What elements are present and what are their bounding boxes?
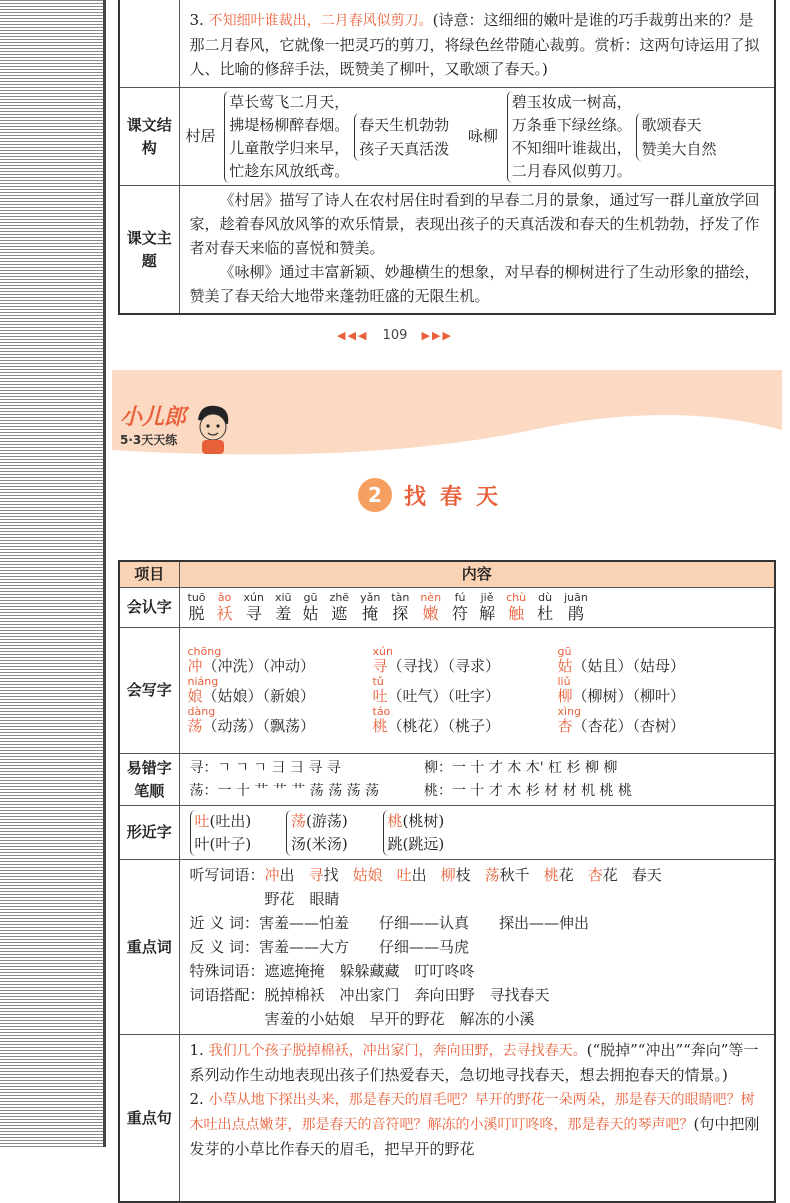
dictation-word: 冲出: [264, 866, 295, 884]
similar-group-1: 吐(吐出) 叶(叶子): [190, 810, 252, 856]
write-char: dàng 荡（动荡）（飘荡）: [187, 704, 316, 735]
recognize-char: jiě 解: [479, 591, 496, 623]
write-char: chōng 冲（冲洗）（冲动）: [187, 644, 316, 675]
similar-group-2: 荡(游荡) 汤(米汤): [286, 810, 348, 856]
page-edge-line: [103, 0, 106, 1147]
stroke-tao: 桃：一 十 才 木 杉 材 材 机 桃 桃: [423, 782, 633, 799]
write-row: [119, 628, 775, 754]
table-header-row: [119, 561, 775, 588]
poem2-lines: 碧玉妆成一树高， 万条垂下绿丝绦。 不知细叶谁裁出， 二月春风似剪刀。: [507, 91, 632, 183]
recognize-char: gū 姑: [302, 591, 319, 623]
recognize-char: yǎn 掩: [360, 591, 381, 623]
recognize-char: tàn 探: [391, 591, 410, 623]
keywords-label: 重点词: [119, 860, 179, 1035]
brand-title: 小儿郎: [120, 405, 187, 430]
write-char: niáng 娘（姑娘）（新娘）: [187, 674, 316, 705]
boy-mascot-icon: [192, 402, 234, 454]
collocation-line-2: 害羞的小姑娘 早开的野花 解冻的小溪: [264, 1010, 535, 1028]
write-char: xún 寻（寻找）（寻求）: [372, 644, 501, 675]
lesson-table: [118, 560, 776, 1203]
write-char: tǔ 吐（吐气）（吐字）: [372, 674, 501, 705]
recognize-char: juān 鹃: [564, 591, 588, 623]
page-edge-stripe: [0, 0, 103, 1147]
similar-label: 形近字: [119, 806, 179, 860]
poem2-name: 咏柳: [467, 127, 498, 145]
recognize-char: chù 触: [506, 591, 527, 623]
prev-arrows-icon: ◀◀◀: [337, 329, 369, 342]
page-number-bar: [0, 328, 790, 343]
header-item: 项目: [119, 561, 179, 588]
dictation-word: 柳枝: [440, 866, 471, 884]
sentences-label: 重点句: [119, 1035, 179, 1203]
sentence-2: 2. 小草从地下探出头来，那是春天的眉毛吧？早开的野花一朵两朵，那是春天的眼睛吧？树木吐出点点嫩芽，那是春天的音符吧？解冻的小溪叮叮咚咚，那是春天的琴声吧？(句中把刚发芽的小草比作春天的眉毛，把早开的野花: [189, 1090, 760, 1158]
theme-paragraph-1: 《村居》描写了诗人在农村居住时看到的早春二月的景象，通过写一群儿童放学回家，趁着春风放风筝的欢乐情景，表现出孩子的天真活泼和春天的生机勃勃，抒发了作者对春天来临的喜悦和赞美。: [189, 191, 760, 257]
stroke-xun: 寻：ㄱ ㄱ ㄱ 彐 彐 寻 寻: [189, 759, 341, 776]
strokes-label: 易错字 笔顺: [119, 754, 179, 806]
dictation-line: 听写词语：冲出 寻找 姑娘 吐出 柳枝 荡秋千 桃花 杏花 春天: [189, 866, 662, 884]
poem1-themes: 春天生机勃勃 孩子天真活泼: [354, 113, 449, 161]
lesson-heading: [358, 478, 512, 512]
theme-label: 课文主题: [119, 186, 179, 315]
recognize-char: fú 符: [452, 591, 469, 623]
item-number: 3.: [189, 11, 204, 29]
sentence-1: 1. 我们几个孩子脱掉棉袄，冲出家门，奔向田野，去寻找春天。(“脱掉”“冲出”“奔向”等一系列动作生动地表现出孩子们热爱春天，急切地寻找春天，想去拥抱春天的情景。): [189, 1041, 759, 1084]
key-verse: 不知细叶谁裁出，二月春风似剪刀。: [208, 13, 433, 29]
header-content: 内容: [179, 561, 775, 588]
poem2-themes: 歌颂春天 赞美大自然: [636, 113, 716, 161]
dictation-word: 荡秋千: [484, 866, 530, 884]
synonyms-line: 近 义 词：害羞——怕羞 仔细——认真 探出——伸出: [189, 914, 590, 932]
dictation-word: 桃花: [543, 866, 574, 884]
dictation-word: 寻找: [308, 866, 339, 884]
poem1-name: 村居: [185, 127, 216, 145]
sentences-row: [119, 1035, 775, 1203]
structure-label: 课文结构: [119, 88, 179, 186]
next-arrows-icon: ▶▶▶: [421, 329, 453, 342]
verse-explanation: (诗意：这细细的嫩叶是谁的巧手裁剪出来的？是那二月春风，它就像一把灵巧的剪刀，将绿色丝带随心裁剪。赏析：这两句诗运用了拟人、比喻的修辞手法，既赞美了柳叶，又歌颂了春天。): [189, 11, 760, 78]
stroke-liu: 柳：一 十 才 木 木' 杠 杉 柳 柳: [423, 759, 618, 776]
recognize-char: xiū 羞: [274, 591, 292, 623]
similar-group-3: 桃(桃树) 跳(跳远): [383, 810, 445, 856]
write-label: 会写字: [119, 628, 179, 754]
stroke-dang: 荡：一 十 艹 艹 艹 荡 荡 荡 荡: [189, 782, 380, 799]
write-char: táo 桃（桃花）（桃子）: [372, 704, 501, 735]
strokes-row: [119, 754, 775, 806]
dictation-line-2: 野花 眼睛: [264, 890, 340, 908]
lesson-number: 2: [358, 478, 392, 512]
recognize-label: 会认字: [119, 588, 179, 628]
dictation-word: 姑娘: [352, 866, 383, 884]
dictation-word: 吐出: [396, 866, 427, 884]
brand-subtitle: 5·3天天练: [120, 433, 178, 447]
write-char: gū 姑（姑且）（姑母）: [557, 644, 686, 675]
write-char: xìng 杏（杏花）（杏树）: [557, 704, 686, 735]
poem1-lines: 草长莺飞二月天， 拂堤杨柳醉春烟。 儿童散学归来早， 忙趁东风放纸鸢。: [224, 91, 349, 183]
lesson-title: 找春天: [404, 484, 513, 510]
recognize-row: [119, 588, 775, 628]
theme-paragraph-2: 《咏柳》通过丰富新颖、妙趣横生的想象，对早春的柳树进行了生动形象的描绘，赞美了春天给大地带来蓬勃旺盛的无限生机。: [189, 263, 760, 305]
recognize-char: zhē 遮: [329, 591, 350, 623]
keywords-row: [119, 860, 775, 1035]
previous-lesson-table: [118, 0, 776, 315]
recognize-chars: [179, 588, 775, 628]
dictation-word: 杏花: [587, 866, 618, 884]
recognize-char: dù 杜: [537, 591, 554, 623]
special-words-line: 特殊词语：遮遮掩掩 躲躲藏藏 叮叮咚咚: [189, 962, 475, 980]
recognize-char: nèn 嫩: [420, 591, 442, 623]
write-char: liǔ 柳（柳树）（柳叶）: [557, 674, 686, 705]
recognize-char: tuō 脱: [187, 591, 206, 623]
brand-logo: [120, 400, 186, 448]
recognize-char: ǎo 袄: [216, 591, 233, 623]
recognize-char: xún 寻: [243, 591, 264, 623]
collocation-line: 词语搭配：脱掉棉袄 冲出家门 奔向田野 寻找春天: [189, 986, 550, 1004]
antonyms-line: 反 义 词：害羞——大方 仔细——马虎: [189, 938, 470, 956]
page-number: 109: [382, 328, 408, 343]
similar-row: [119, 806, 775, 860]
write-chars: [179, 628, 775, 754]
